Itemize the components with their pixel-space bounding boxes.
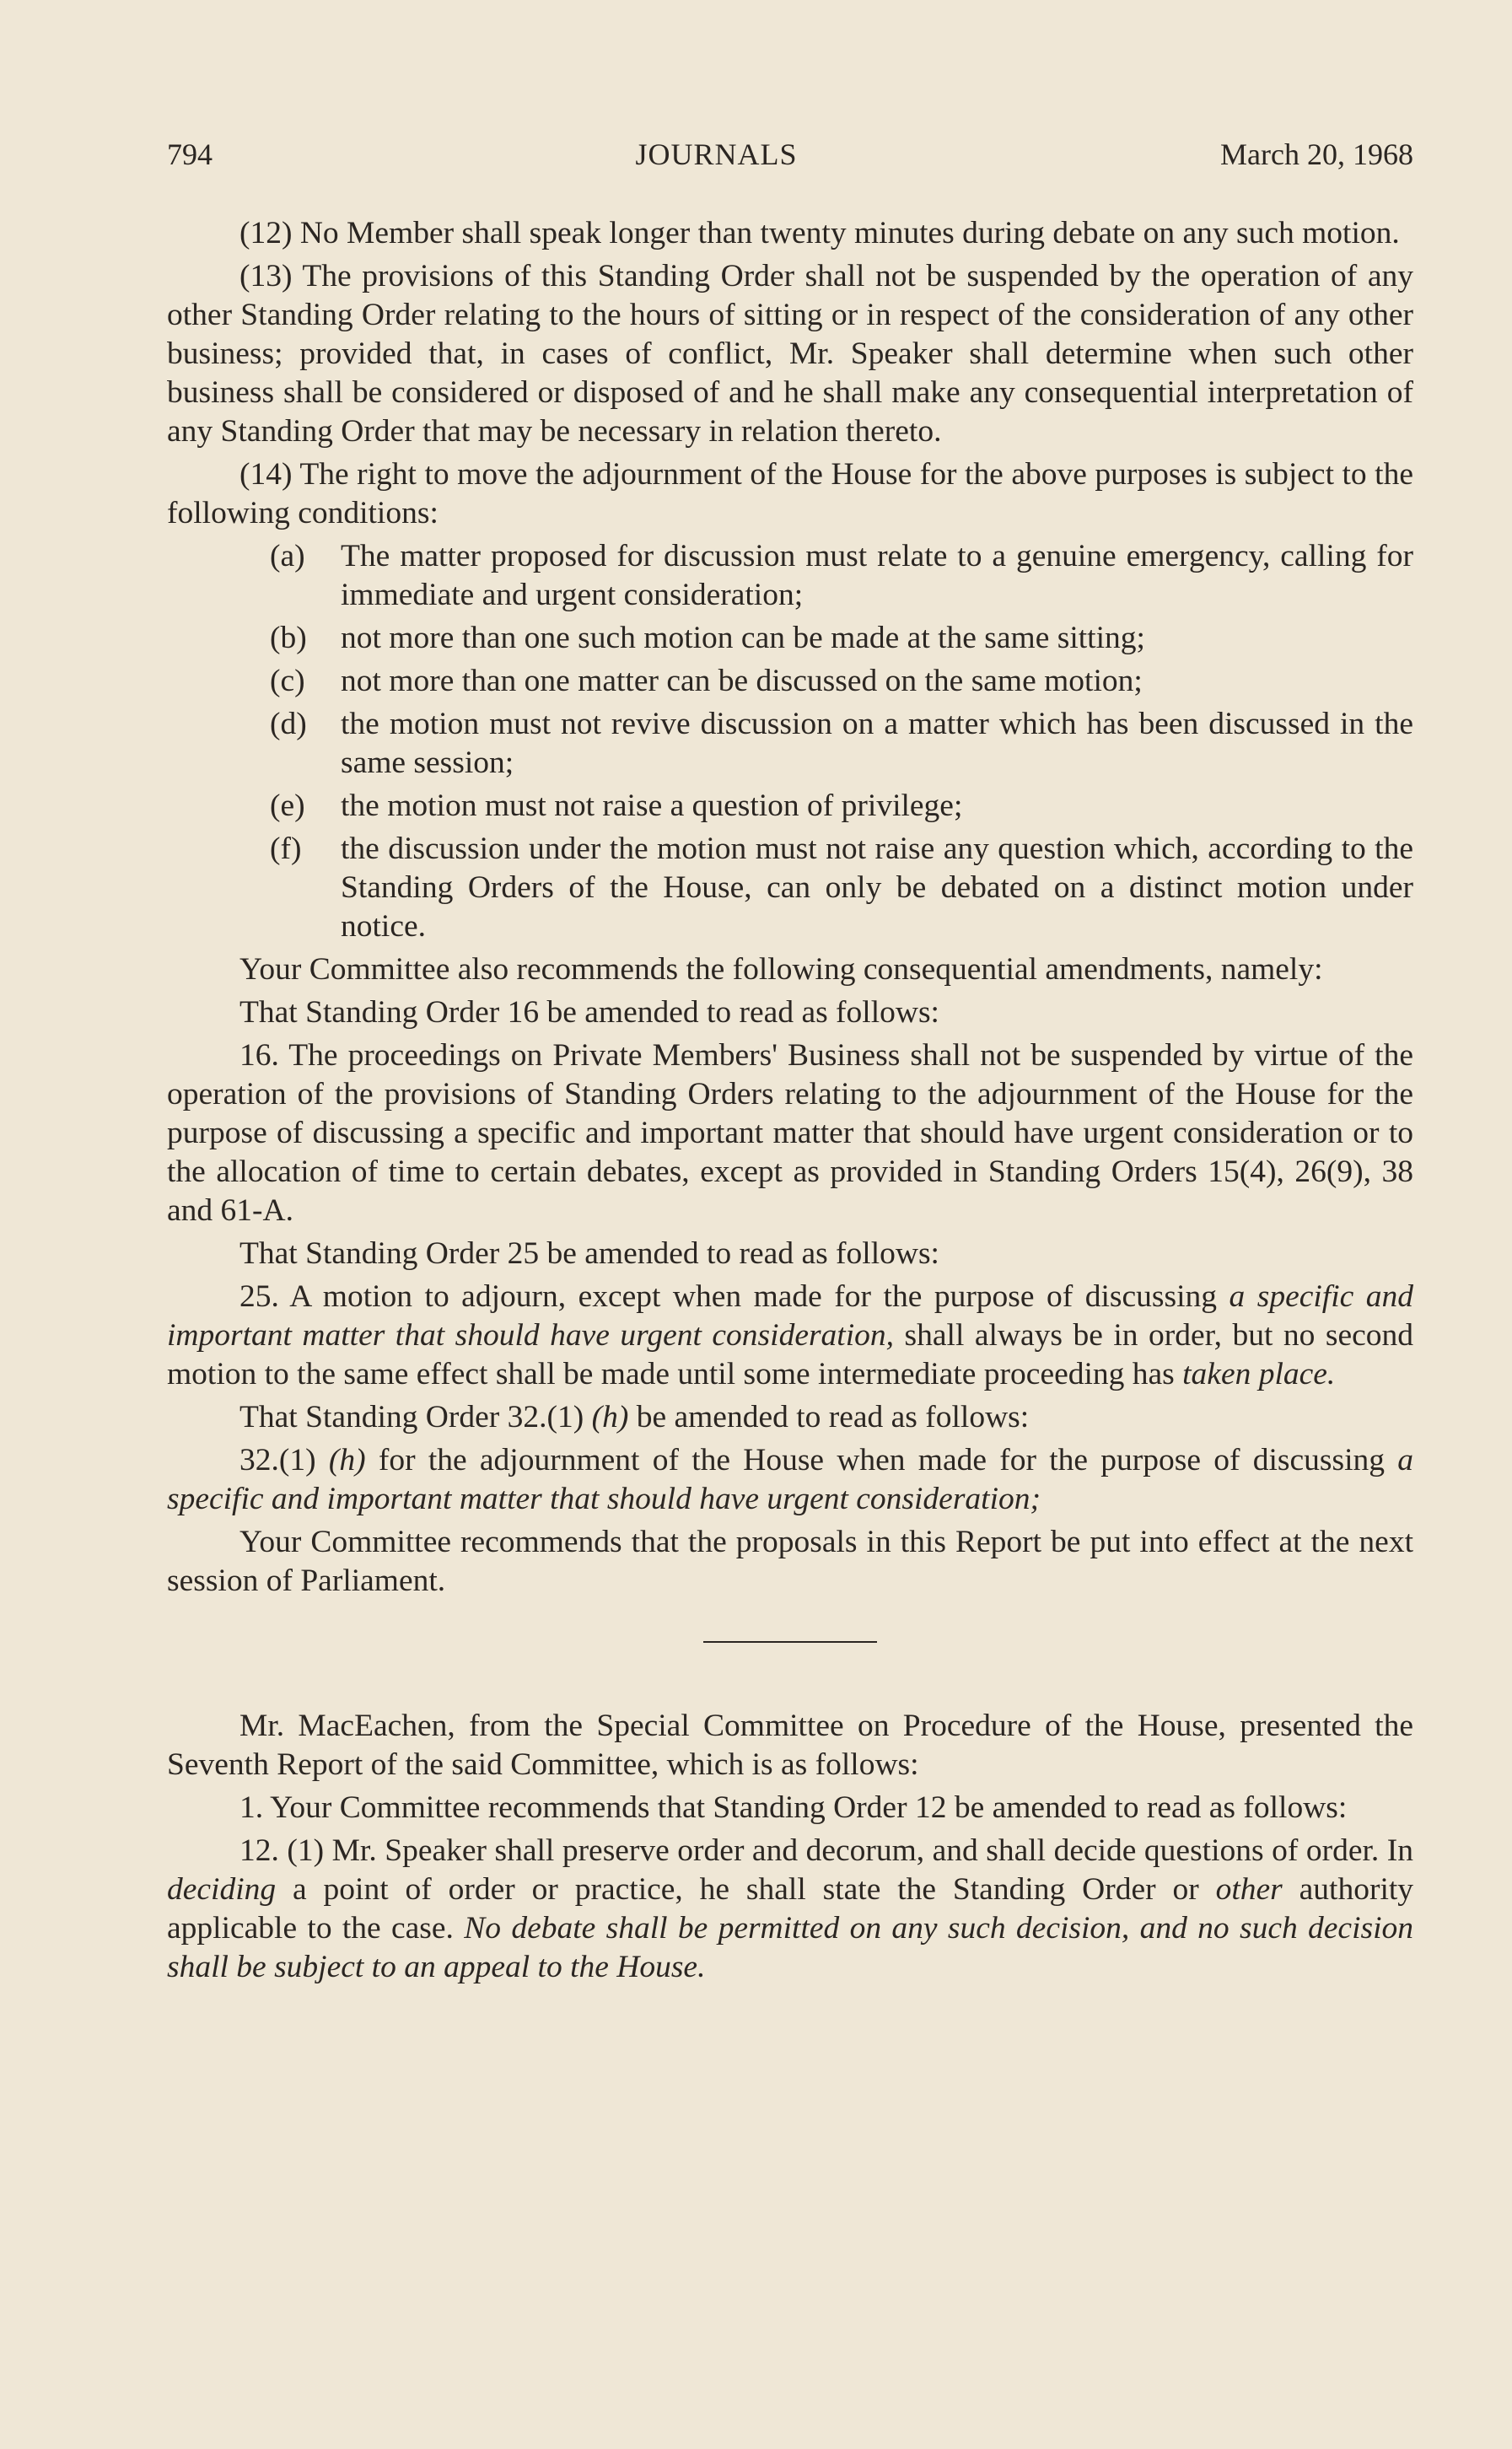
condition-text: the discussion under the motion must not raise any question which, according to the Standing Orders of the House, can only be debated on a distinct motion under notice.: [341, 832, 1413, 944]
condition-text: not more than one such motion can be made at the same sitting;: [341, 621, 1145, 655]
condition-text: the motion must not revive discussion on a matter which has been discussed in the same session;: [341, 707, 1413, 780]
page-date: March 20, 1968: [1220, 137, 1413, 171]
condition-text: not more than one matter can be discussed on the same motion;: [341, 664, 1143, 698]
condition-f: [167, 830, 1413, 946]
consequential-intro: Your Committee also recommends the following consequential amendments, namely:: [239, 952, 1323, 987]
paragraph-12: (12) No Member shall speak longer than twenty minutes during debate on any such motion.: [239, 216, 1400, 250]
closing-recommendation: Your Committee recommends that the proposals in this Report be put into effect at the next session of Parliament.: [167, 1525, 1413, 1598]
recommendation-1: 1. Your Committee recommends that Standing Order 12 be amended to read as follows:: [239, 1790, 1348, 1825]
section-divider: [703, 1641, 877, 1643]
paragraph-13: (13) The provisions of this Standing Order shall not be suspended by the operation of any other Standing Order relating to the hours of sitting or in respect of the consideration of any other business; provided that, in cases of conflict, Mr. Speaker shall determine when such other business shall be considered or disposed of and he shall make any consequential interpretation of any Standing Order that may be necessary in relation thereto.: [167, 259, 1413, 449]
standing-order-12-text: 12. (1) Mr. Speaker shall preserve order and decorum, and shall decide questions of order. In deciding a point of order or practice, he shall state the Standing Order or other authority applicable to the case. No debate shall be permitted on any such decision, and no such decision shall be subject to an appeal to the House.: [167, 1833, 1414, 1984]
condition-label: (e): [270, 789, 305, 823]
condition-b: [167, 619, 1413, 658]
page-header: [167, 135, 1413, 174]
seventh-report-intro: Mr. MacEachen, from the Special Committee on Procedure of the House, presented the Seventh Report of the said Committee, which is as follows:: [167, 1709, 1413, 1782]
condition-text: the motion must not raise a question of privilege;: [341, 789, 963, 823]
condition-e: [167, 787, 1413, 826]
paragraph-14: (14) The right to move the adjournment of the House for the above purposes is subject to the following conditions:: [167, 457, 1413, 530]
condition-text: The matter proposed for discussion must relate to a genuine emergency, calling for immediate and urgent consideration;: [341, 539, 1413, 612]
condition-d: [167, 705, 1413, 783]
running-title: JOURNALS: [635, 137, 798, 171]
standing-order-32-intro: That Standing Order 32.(1) (h) be amended to read as follows:: [239, 1400, 1030, 1434]
condition-label: (b): [270, 621, 307, 655]
journal-page: [167, 135, 1413, 1991]
condition-a: [167, 537, 1413, 615]
standing-order-32-text: 32.(1) (h) for the adjournment of the House when made for the purpose of discussing a specific and important matter that should have urgent consideration;: [167, 1443, 1414, 1516]
standing-order-16-text: 16. The proceedings on Private Members' Business shall not be suspended by virtue of the operation of the provisions of Standing Orders relating to the adjournment of the House for the purpose of discussing a specific and important matter that should have urgent consideration or to the allocation of time to certain debates, except as provided in Standing Orders 15(4), 26(9), 38 and 61-A.: [167, 1038, 1413, 1228]
condition-label: (f): [270, 832, 302, 866]
condition-c: [167, 662, 1413, 701]
standing-order-25-intro: That Standing Order 25 be amended to read as follows:: [239, 1236, 939, 1271]
condition-label: (c): [270, 664, 305, 698]
page-number: 794: [167, 137, 213, 171]
condition-label: (d): [270, 707, 307, 741]
condition-label: (a): [270, 539, 305, 573]
standing-order-25-text: 25. A motion to adjourn, except when made for the purpose of discussing a specific and important matter that should have urgent consideration, shall always be in order, but no second motion to the same effect shall be made until some intermediate proceeding has taken place.: [167, 1279, 1414, 1391]
standing-order-16-intro: That Standing Order 16 be amended to read as follows:: [239, 995, 939, 1030]
